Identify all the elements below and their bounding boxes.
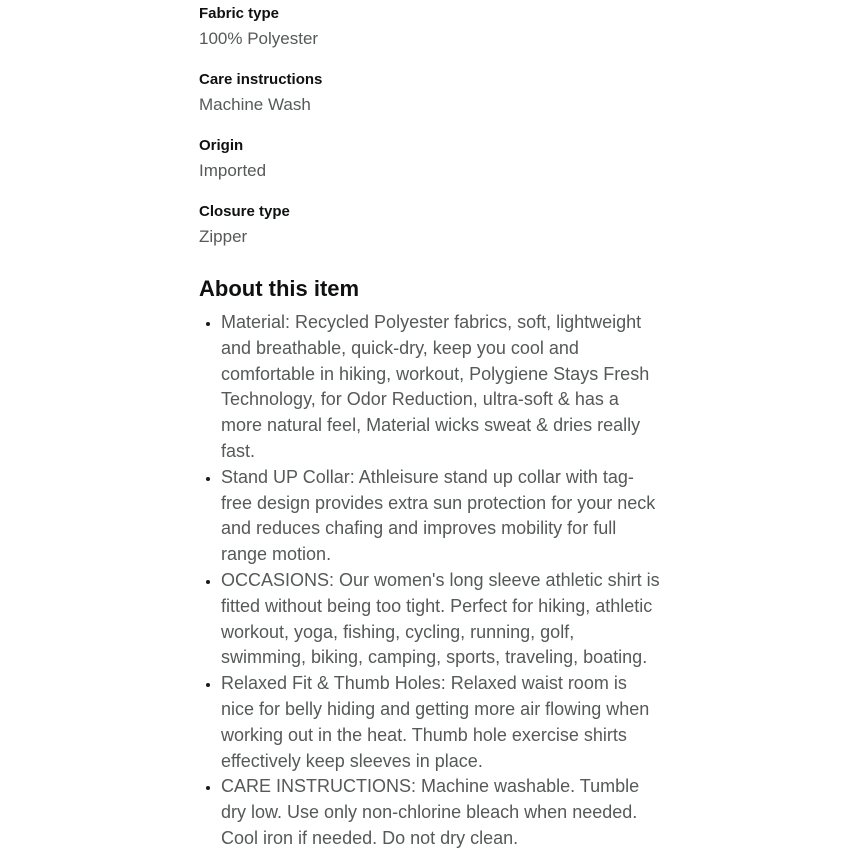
about-this-item-list — [199, 310, 661, 852]
about-bullet-item: • CARE INSTRUCTIONS: Machine washable. Tumble dry low. Use only non-chlorine bleach when needed. Cool iron if needed. Do not dry clean. — [221, 774, 661, 851]
about-bullet-item: • Material: Recycled Polyester fabrics, soft, lightweight and breathable, quick-dry, keep you cool and comfortable in hiking, workout, Polygiene Stays Fresh Technology, for Odor Reduction, ultra-soft & has a more natural feel, Material wicks sweat & dries really fast. — [221, 310, 661, 465]
attribute-group — [199, 69, 661, 116]
attribute-value: 100% Polyester — [199, 29, 319, 48]
attribute-label: Care instructions — [199, 71, 323, 88]
attribute-group — [199, 135, 661, 182]
attribute-value: Zipper — [199, 227, 248, 246]
attribute-label: Closure type — [199, 203, 290, 220]
attribute-label: Origin — [199, 137, 244, 154]
about-this-item-heading: About this item — [199, 276, 360, 301]
about-bullet-item: • Stand UP Collar: Athleisure stand up collar with tag-free design provides extra sun protection for your neck and reduces chafing and improves mobility for full range motion. — [221, 465, 661, 568]
about-bullet-item: • OCCASIONS: Our women's long sleeve athletic shirt is fitted without being too tight. Perfect for hiking, athletic workout, yoga, fishing, cycling, running, golf, swimming, biking, camping, sports, traveling, boating. — [221, 568, 661, 671]
product-overview-section — [199, 3, 661, 852]
attribute-label: Fabric type — [199, 5, 280, 22]
attribute-value: Machine Wash — [199, 95, 311, 114]
attribute-value: Imported — [199, 161, 267, 180]
about-bullet-item: • Relaxed Fit & Thumb Holes: Relaxed waist room is nice for belly hiding and getting more air flowing when working out in the heat. Thumb hole exercise shirts effectively keep sleeves in place. — [221, 671, 661, 774]
attribute-group — [199, 201, 661, 248]
product-attributes — [199, 3, 661, 248]
attribute-group — [199, 3, 661, 50]
